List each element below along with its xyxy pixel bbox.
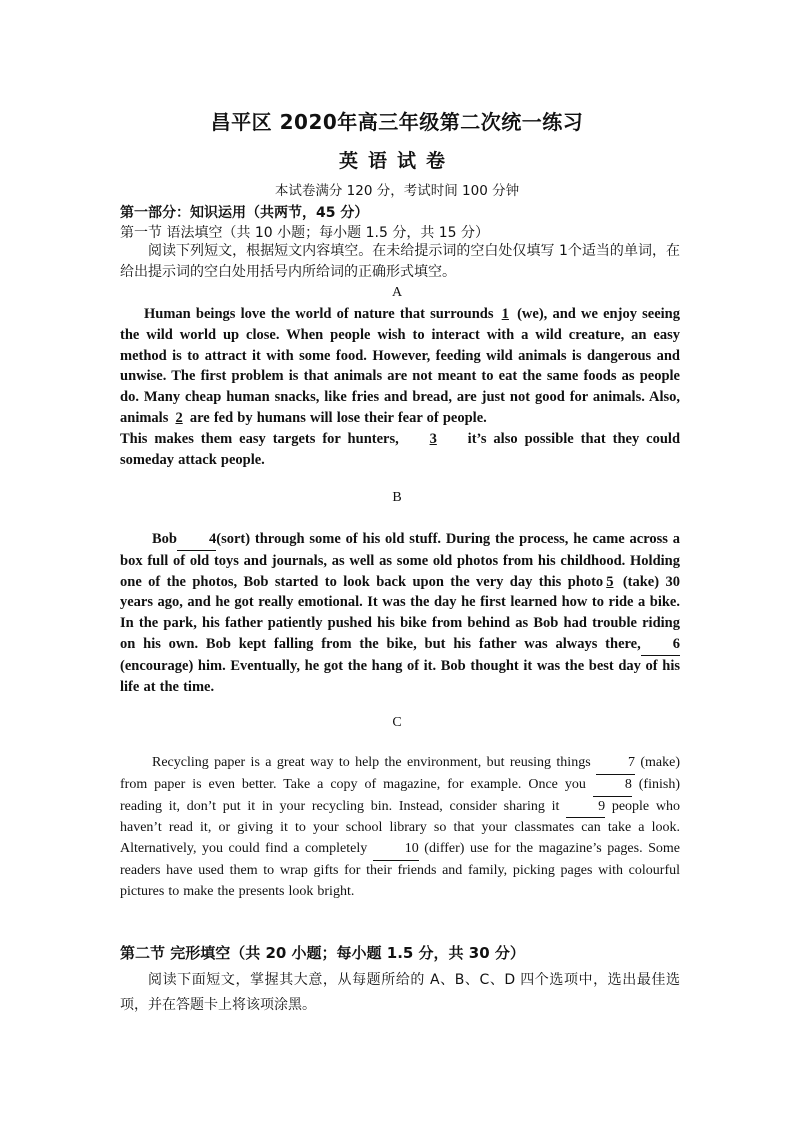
blank-10: 10 — [373, 839, 419, 861]
passage-a-paragraph — [120, 304, 680, 429]
exam-title: 昌平区 2020年高三年级第二次统一练习 — [210, 110, 584, 134]
blank-5: 5 — [606, 573, 614, 590]
passage-b-text: (take) 30 years ago, and he got really emotional. It was the day he first learned how to ride a bike. In the park, his father patiently pushed his bike from behind as Bob had trouble riding on his own. Bob kept falling from the bike, but his father was always there, — [120, 573, 680, 652]
exam-info: 本试卷满分 120 分，考试时间 100 分钟 — [274, 183, 520, 199]
section1-heading: 第一节 语法填空（共 10 小题；每小题 1.5 分，共 15 分） — [120, 225, 490, 241]
section2-instructions: 阅读下面短文，掌握其大意，从每题所给的 A、B、C、D 四个选项中，选出最佳选项，并在答题卡上将该项涂黑。 — [120, 972, 680, 1013]
part1-heading: 第一部分：知识运用（共两节，45 分） — [120, 205, 369, 221]
exam-subtitle: 英语试卷 — [338, 150, 455, 172]
passage-c-paragraph — [120, 753, 680, 903]
passage-c — [120, 753, 680, 903]
passage-b-text: (encourage) him. Eventually, he got the hang of it. Bob thought it was the best day of his life at the time. — [120, 657, 680, 695]
passage-a-text: (we), and we enjoy seeing the wild world up close. When people wish to interact with a wild creature, an easy method is to attract it with some food. However, feeding wild animals is dangerous and unwise. The first problem is that animals are not meant to eat the same foods as people do. Many cheap human snacks, like fries and bread, are just not good for animals. Also, animals — [120, 306, 680, 426]
passage-b — [120, 529, 680, 697]
passage-b-paragraph — [120, 529, 680, 697]
passage-c-text: (finish) reading it, don’t put it in your recycling bin. Instead, consider sharing it — [120, 776, 680, 814]
passage-b-text: Bob — [152, 531, 177, 547]
passage-a — [120, 304, 680, 470]
passage-a-paragraph — [120, 429, 680, 471]
passage-c-text: people who haven’t read it, or giving it to your school library so that your classmates can take a look. Alternatively, you could find a completely — [120, 798, 680, 857]
passage-a-label: A — [391, 285, 403, 300]
passage-b-label: B — [392, 490, 402, 505]
blank-3: 3 — [429, 430, 437, 447]
blank-6: 6 — [641, 634, 680, 656]
blank-1: 1 — [501, 306, 509, 322]
section1-instructions: 阅读下列短文，根据短文内容填空。在未给提示词的空白处仅填写 1个适当的单词，在给出提示词的空白处用括号内所给词的正确形式填空。 — [120, 243, 680, 280]
passage-a-text: Human beings love the world of nature that surrounds — [144, 306, 499, 322]
section2-heading: 第二节 完形填空（共 20 小题；每小题 1.5 分，共 30 分） — [120, 944, 525, 962]
passage-c-text: (differ) use for the magazine’s pages. Some readers have used them to wrap gifts for their friends and family, picking pages with colourful pictures to make the presents look bright. — [120, 841, 680, 899]
passage-c-text: (make) from paper is even better. Take a copy of magazine, for example. Once you — [120, 755, 680, 792]
passage-b-text: (sort) through some of his old stuff. During the process, he came across a box full of old toys and journals, as well as some old photos from his childhood. Holding one of the photos, Bob started to look back upon the very day this photo — [120, 531, 680, 590]
blank-8: 8 — [593, 775, 632, 797]
passage-c-text: Recycling paper is a great way to help the environment, but reusing things — [152, 755, 596, 770]
blank-4: 4 — [177, 529, 216, 551]
blank-7: 7 — [596, 753, 635, 775]
blank-9: 9 — [566, 797, 605, 819]
blank-2: 2 — [175, 409, 183, 426]
passage-a-text: it’s also possible that they could someday attack people. — [120, 430, 681, 468]
passage-a-text: are fed by humans will lose their fear of people. — [185, 409, 487, 426]
passage-c-label: C — [392, 715, 402, 730]
passage-a-text: This makes them easy targets for hunters, — [120, 430, 406, 447]
